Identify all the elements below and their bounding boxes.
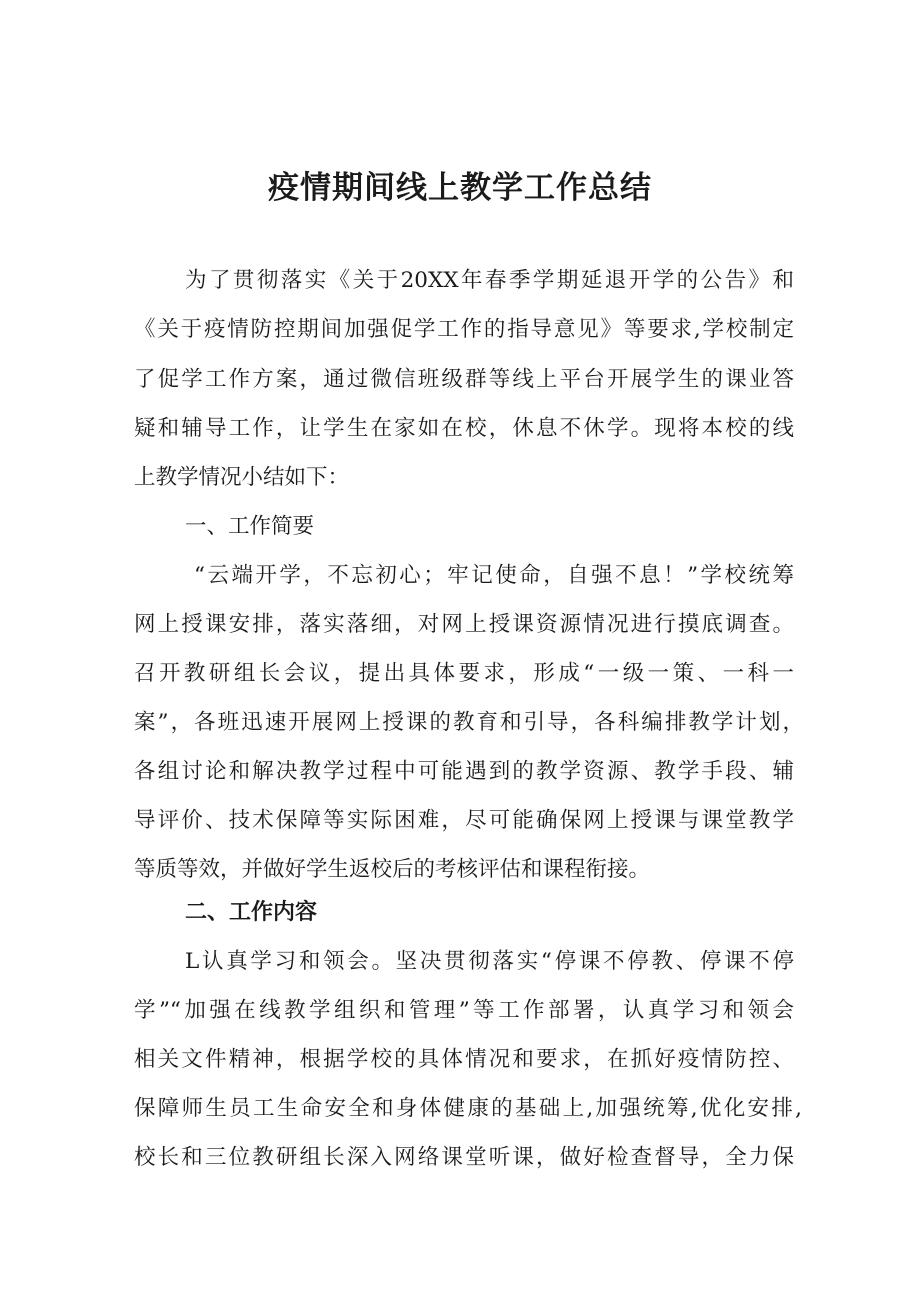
paragraph-line: 网上授课安排，落实落细，对网上授课资源情况进行摸底调查。	[134, 612, 794, 637]
paragraph-line: “云端开学，不忘初心；牢记使命，自强不息！”学校统筹	[194, 563, 794, 588]
document-title: 疫情期间线上教学工作总结	[268, 170, 652, 206]
paragraph-line: 疑和辅导工作，让学生在家如在校，休息不休学。现将本校的线	[134, 416, 794, 441]
paragraph-line: 校长和三位教研组长深入网络课堂听课，做好检查督导，全力保	[134, 1145, 794, 1170]
paragraph-line: 相关文件精神，根据学校的具体情况和要求，在抓好疫情防控、	[134, 1047, 794, 1072]
paragraph-line: 案”，各班迅速开展网上授课的教育和引导，各科编排教学计划，	[134, 710, 804, 735]
paragraph-line: 《关于疫情防控期间加强促学工作的指导意见》等要求,学校制定	[134, 317, 794, 342]
paragraph-line: 学”“加强在线教学组织和管理”等工作部署，认真学习和领会	[134, 998, 794, 1023]
section-heading-2: 二、工作内容	[185, 900, 318, 925]
paragraph-line: 导评价、技术保障等实际困难，尽可能确保网上授课与课堂教学	[134, 808, 794, 833]
paragraph-line: 上教学情况小结如下：	[134, 465, 350, 490]
paragraph-line: 召开教研组长会议，提出具体要求，形成“一级一策、一科一	[134, 661, 794, 686]
paragraph-line: 等质等效，并做好学生返校后的考核评估和课程衔接。	[134, 857, 651, 882]
paragraph-line: 为了贯彻落实《关于20XX年春季学期延退开学的公告》和	[185, 268, 794, 293]
paragraph-line: 各组讨论和解决教学过程中可能遇到的教学资源、教学手段、辅	[134, 759, 794, 784]
paragraph-line: L认真学习和领会。坚决贯彻落实“停课不停教、停课不停	[185, 949, 794, 974]
paragraph-line: 保障师生员工生命安全和身体健康的基础上,加强统筹,优化安排,	[134, 1096, 802, 1121]
section-heading-1: 一、工作简要	[185, 514, 315, 539]
paragraph-line: 了促学工作方案，通过微信班级群等线上平台开展学生的课业答	[134, 367, 794, 392]
